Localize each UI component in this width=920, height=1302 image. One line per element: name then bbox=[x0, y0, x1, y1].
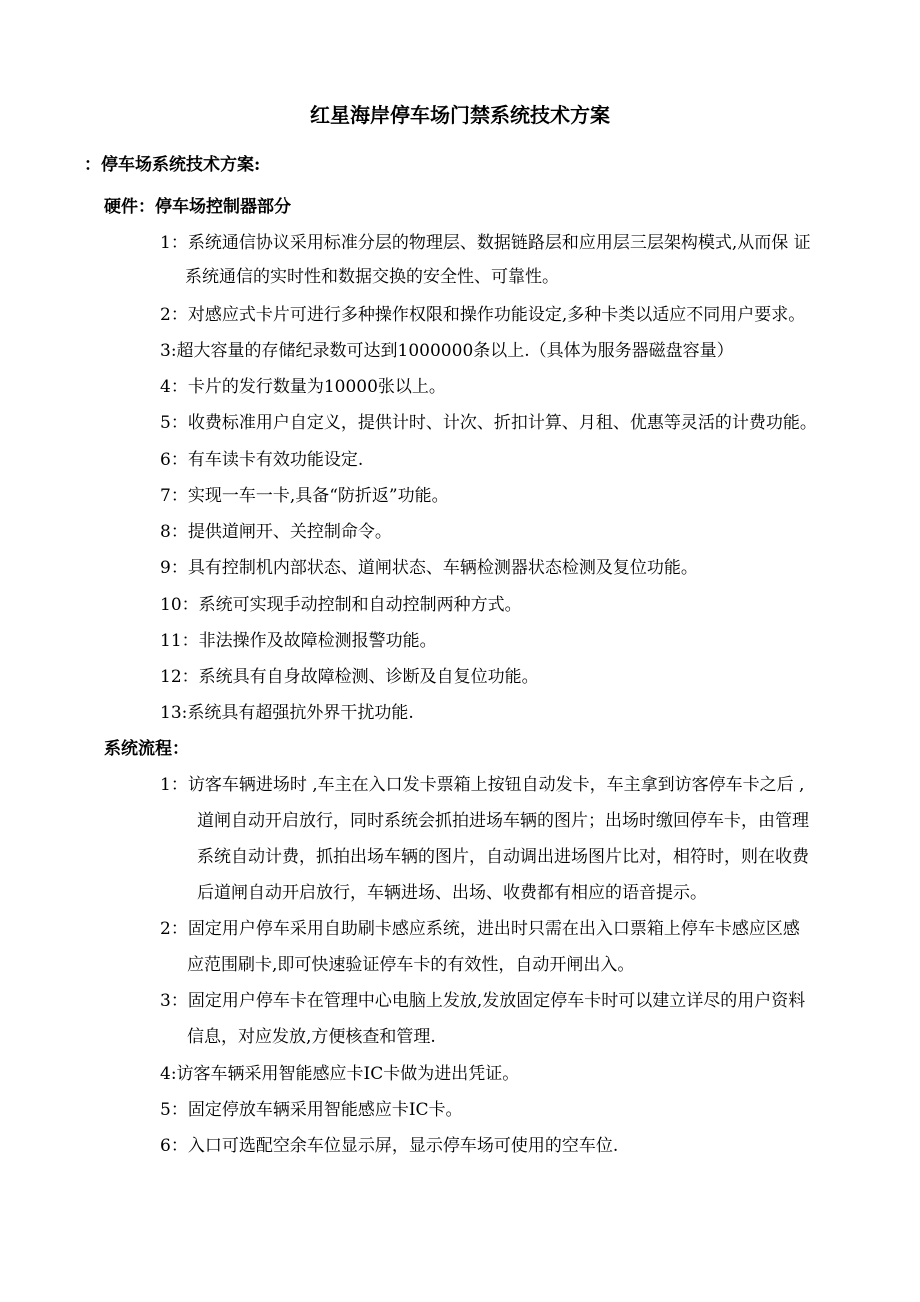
flow-item-4: 4:访客车辆采用智能感应卡IC卡做为进出凭证。 bbox=[160, 1064, 520, 1084]
flow-item-6: 6：入口可选配空余车位显示屏，显示停车场可使用的空车位. bbox=[160, 1136, 619, 1156]
hardware-item-4: 4：卡片的发行数量为10000张以上。 bbox=[160, 377, 446, 397]
hardware-item-10: 10：系统可实现手动控制和自动控制两种方式。 bbox=[160, 595, 522, 615]
flow-item-5: 5：固定停放车辆采用智能感应卡IC卡。 bbox=[160, 1100, 463, 1120]
flow-item-2-line-1: 2：固定用户停车采用自助刷卡感应系统，进出时只需在出入口票箱上停车卡感应区感 bbox=[160, 919, 800, 939]
hardware-item-13: 13:系统具有超强抗外界干扰功能. bbox=[160, 703, 414, 723]
hardware-item-5: 5：收费标准用户自定义，提供计时、计次、折扣计算、月租、优惠等灵活的计费功能。 bbox=[160, 413, 817, 433]
hardware-item-6: 6：有车读卡有效功能设定. bbox=[160, 450, 364, 470]
hardware-item-8: 8：提供道闸开、关控制命令。 bbox=[160, 522, 392, 542]
hardware-item-9: 9：具有控制机内部状态、道闸状态、车辆检测器状态检测及复位功能。 bbox=[160, 558, 698, 578]
hardware-item-7: 7：实现一车一卡,具备“防折返”功能。 bbox=[160, 486, 449, 506]
section-heading: ：停车场系统技术方案: bbox=[84, 155, 261, 175]
flow-item-3-line-2: 信息，对应发放,方便核查和管理. bbox=[187, 1027, 436, 1047]
page-title: 红星海岸停车场门禁系统技术方案 bbox=[310, 103, 610, 127]
flow-heading: 系统流程： bbox=[104, 739, 189, 759]
hardware-item-1-line-1: 1：系统通信协议采用标准分层的物理层、数据链路层和应用层三层架构模式,从而保 证 bbox=[160, 233, 811, 253]
hardware-item-12: 12：系统具有自身故障检测、诊断及自复位功能。 bbox=[160, 667, 539, 687]
flow-item-1-line-1: 1：访客车辆进场时 ,车主在入口发卡票箱上按钮自动发卡，车主拿到访客停车卡之后 , bbox=[160, 775, 805, 795]
flow-item-3-line-1: 3：固定用户停车卡在管理中心电脑上发放,发放固定停车卡时可以建立详尽的用户资料 bbox=[160, 991, 806, 1011]
flow-item-1-line-4: 后道闸自动开启放行，车辆进场、出场、收费都有相应的语音提示。 bbox=[197, 883, 707, 903]
hardware-item-11: 11：非法操作及故障检测报警功能。 bbox=[160, 631, 437, 651]
hardware-item-1-line-2: 系统通信的实时性和数据交换的安全性、可靠性。 bbox=[185, 267, 559, 287]
hardware-item-2: 2：对感应式卡片可进行多种操作权限和操作功能设定,多种卡类以适应不同用户要求。 bbox=[160, 305, 806, 325]
hardware-item-3: 3:超大容量的存储纪录数可达到1000000条以上.（具体为服务器磁盘容量） bbox=[160, 341, 734, 361]
flow-item-1-line-3: 系统自动计费，抓拍出场车辆的图片，自动调出进场图片比对，相符时，则在收费 bbox=[197, 847, 809, 867]
flow-item-2-line-2: 应范围刷卡,即可快速验证停车卡的有效性，自动开闸出入。 bbox=[187, 955, 635, 975]
flow-item-1-line-2: 道闸自动开启放行，同时系统会抓拍进场车辆的图片；出场时缴回停车卡，由管理 bbox=[197, 811, 809, 831]
hardware-heading: 硬件：停车场控制器部分 bbox=[104, 197, 291, 217]
